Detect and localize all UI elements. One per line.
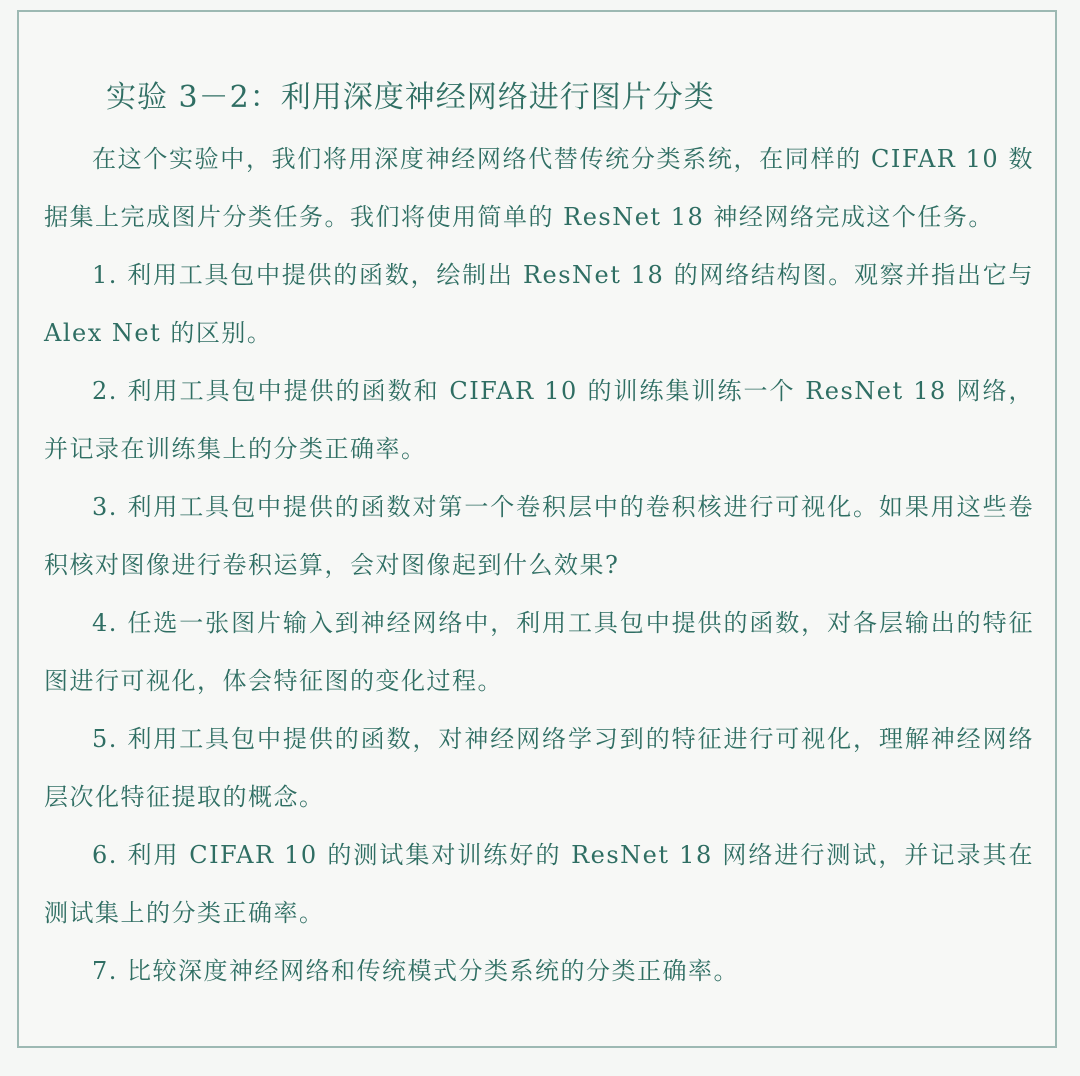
- experiment-title: 实验 3－2：利用深度神经网络进行图片分类: [106, 80, 715, 115]
- task-item-1: 1. 利用工具包中提供的函数，绘制出 ResNet 18 的网络结构图。观察并指出它与 Alex Net 的区别。: [44, 261, 1034, 347]
- intro-paragraph: 在这个实验中，我们将用深度神经网络代替传统分类系统，在同样的 CIFAR 10 数据集上完成图片分类任务。我们将使用简单的 ResNet 18 神经网络完成这个任务。: [44, 145, 1034, 231]
- experiment-content: [44, 130, 1034, 1000]
- task-item-3: 3. 利用工具包中提供的函数对第一个卷积层中的卷积核进行可视化。如果用这些卷积核对图像进行卷积运算，会对图像起到什么效果?: [44, 493, 1034, 579]
- task-item-5: 5. 利用工具包中提供的函数，对神经网络学习到的特征进行可视化，理解神经网络层次化特征提取的概念。: [44, 725, 1034, 811]
- task-item-4: 4. 任选一张图片输入到神经网络中，利用工具包中提供的函数，对各层输出的特征图进行可视化，体会特征图的变化过程。: [44, 609, 1034, 695]
- task-item-7: 7. 比较深度神经网络和传统模式分类系统的分类正确率。: [92, 957, 740, 985]
- task-item-6: 6. 利用 CIFAR 10 的测试集对训练好的 ResNet 18 网络进行测试，并记录其在测试集上的分类正确率。: [44, 841, 1034, 927]
- task-item-2: 2. 利用工具包中提供的函数和 CIFAR 10 的训练集训练一个 ResNet 18 网络，并记录在训练集上的分类正确率。: [44, 377, 1034, 463]
